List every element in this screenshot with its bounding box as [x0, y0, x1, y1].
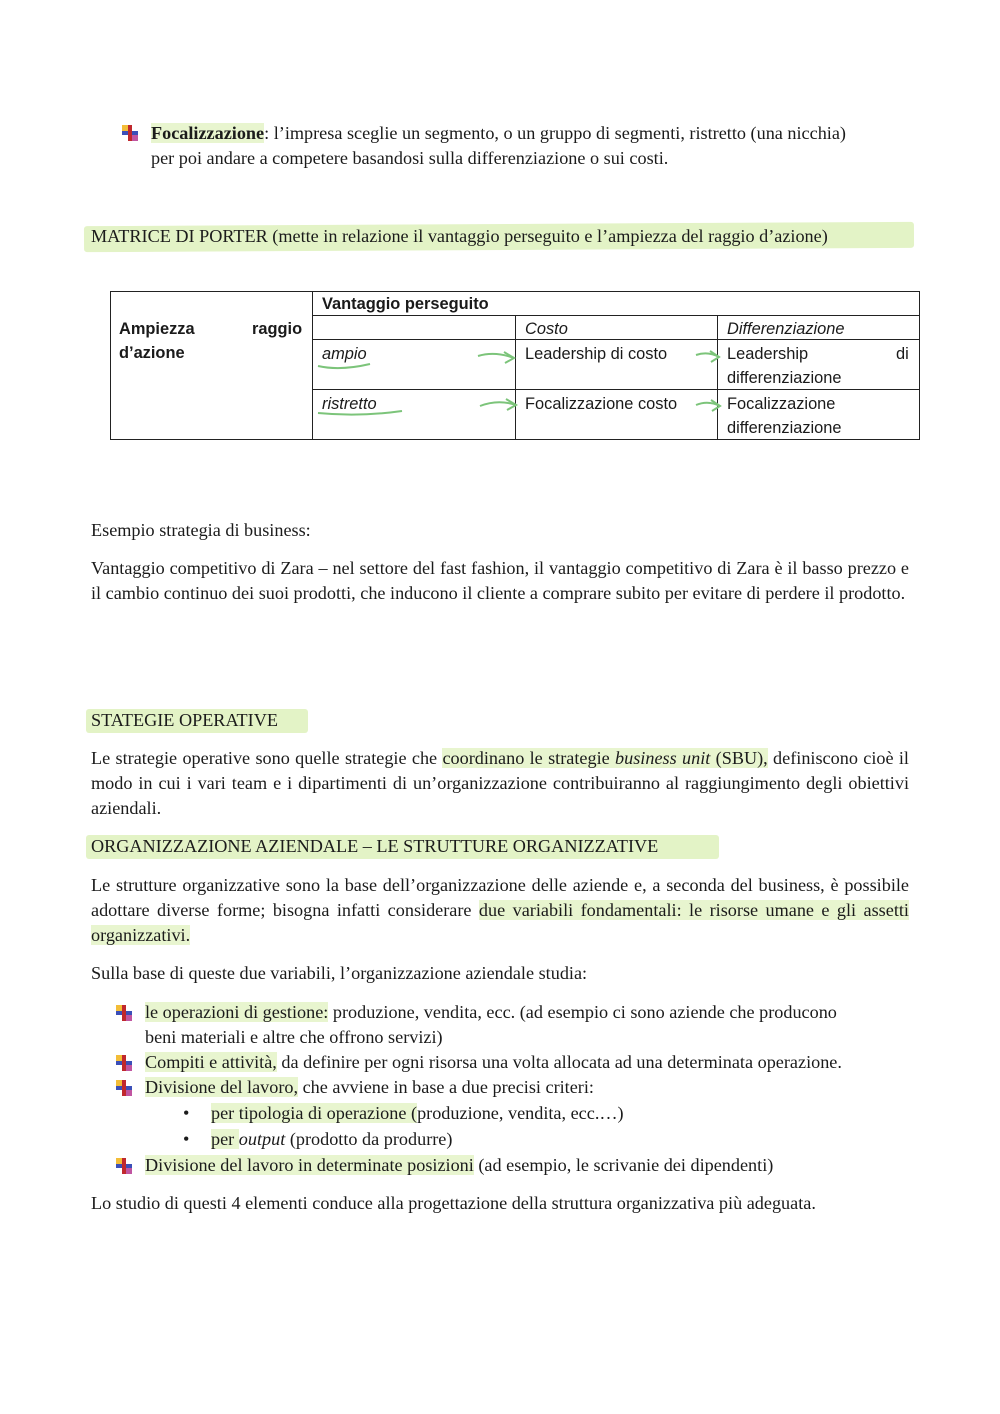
- organization-heading: ORGANIZZAZIONE AZIENDALE – LE STRUTTURE ORGANIZZATIVE: [91, 836, 659, 856]
- arrow-bullet-icon: [116, 1158, 132, 1174]
- organization-paragraph-1: Le strutture organizzative sono la base dell’organizzazione delle aziende e, a seconda del business, è possibile adottare diverse forme; bisogna infatti considerare due variabili fondamentali: le risorse umane e gli assetti organizzativi.: [91, 875, 909, 945]
- focus-text-1: : l’impresa sceglie un segmento, o un gruppo di segmenti, ristretto (una nicchia): [264, 123, 846, 143]
- organization-paragraph-2: Sulla base di queste due variabili, l’organizzazione aziendale studia:: [91, 963, 588, 983]
- arrow-bullet-icon: [116, 1005, 132, 1021]
- focus-term: Focalizzazione: [151, 123, 265, 143]
- example-title: Esempio strategia di business:: [91, 520, 311, 540]
- list-item: Divisione del lavoro, che avviene in base a due precisi criteri:: [145, 1077, 594, 1097]
- green-annotations: [110, 291, 920, 440]
- focus-line-1: [151, 121, 911, 146]
- underline-ampio: [318, 364, 370, 368]
- arrow-bullet-icon: [116, 1055, 132, 1071]
- row2-label: ristretto: [322, 395, 377, 413]
- focus-text-2: per poi andare a competere basandosi sulla differenziazione o sui costi.: [151, 148, 669, 168]
- arrow-bullet-icon: [116, 1080, 132, 1096]
- arrow-bullet-icon: [122, 125, 138, 141]
- list-item-continuation: beni materiali e altre che offrono servizi): [145, 1027, 443, 1047]
- operative-highlight: coordinano le strategie business unit (SBU),: [442, 748, 768, 768]
- row-header-word1: Ampiezza: [119, 320, 195, 338]
- row1-diff-word1: Leadership: [727, 345, 809, 363]
- underline-ristretto: [318, 411, 402, 415]
- list-item: Compiti e attività, da definire per ogni risorsa una volta allocata ad una determinata operazione.: [145, 1052, 842, 1072]
- row-header-word2: raggio: [252, 320, 303, 338]
- list-item: le operazioni di gestione: produzione, vendita, ecc. (ad esempio ci sono aziende che producono: [145, 1002, 837, 1022]
- row1-diff-word2: di: [896, 345, 909, 363]
- row1-label: ampio: [322, 345, 367, 363]
- row1-cost: Leadership di costo: [525, 345, 668, 363]
- row-header-line2: d’azione: [119, 344, 185, 362]
- example-paragraph: Vantaggio competitivo di Zara – nel settore del fast fashion, il vantaggio competitivo di Zara è il basso prezzo e il cambio continuo dei suoi prodotti, che inducono il cliente a comprare subito per evitare di perdere il prodotto.: [91, 558, 909, 603]
- row1-diff-line2: differenziazione: [727, 369, 842, 387]
- porter-matrix-table: [110, 291, 920, 440]
- sub-list-item: per output (prodotto da produrre): [211, 1129, 453, 1149]
- sub-list-item: per tipologia di operazione (produzione, vendita, ecc.…): [211, 1103, 624, 1123]
- col-cost-header: Costo: [525, 320, 568, 338]
- row2-diff-line2: differenziazione: [727, 419, 842, 437]
- row2-cost: Focalizzazione costo: [525, 395, 678, 413]
- operative-heading: STATEGIE OPERATIVE: [91, 710, 278, 730]
- list-item: Divisione del lavoro in determinate posizioni (ad esempio, le scrivanie dei dipendenti): [145, 1155, 774, 1175]
- organization-conclusion: Lo studio di questi 4 elementi conduce alla progettazione della struttura organizzativa più adeguata.: [91, 1193, 816, 1213]
- col-group-header: Vantaggio perseguito: [322, 295, 489, 313]
- row2-diff-line1: Focalizzazione: [727, 395, 836, 413]
- porter-heading: MATRICE DI PORTER (mette in relazione il vantaggio perseguito e l’ampiezza del raggio d’azione): [91, 226, 828, 246]
- col-diff-header: Differenziazione: [727, 320, 845, 338]
- organization-highlight: due variabili fondamentali: le risorse umane e gli assetti organizzativi.: [91, 900, 909, 945]
- operative-paragraph: Le strategie operative sono quelle strategie che coordinano le strategie business unit (SBU), definiscono cioè il modo in cui i vari team e i dipartimenti di un’organizzazione contribuiranno al raggiungimento degli obiettivi aziendali.: [91, 748, 909, 818]
- dot-bullet-icon: •: [183, 1129, 190, 1149]
- dot-bullet-icon: •: [183, 1103, 190, 1123]
